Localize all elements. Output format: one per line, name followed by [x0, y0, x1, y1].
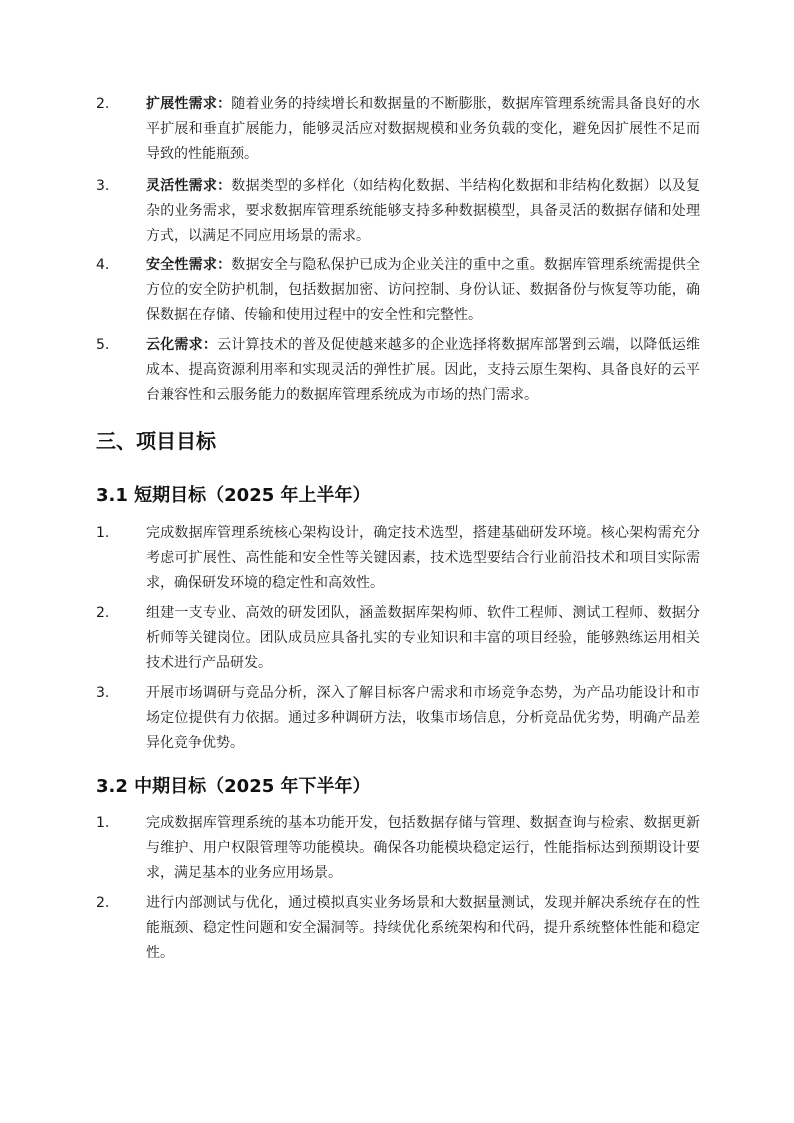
list-item-text [146, 174, 700, 249]
list-item [0, 174, 794, 249]
term-separator: ： [217, 96, 232, 112]
requirement-description: 数据类型的多样化（如结构化数据、半结构化数据和非结构化数据）以及复杂的业务需求，要求数据库管理系统能够支持多种数据模型，具备灵活的数据存储和处理方式，以满足不同应用场景的需求。 [146, 178, 701, 244]
requirement-term: 扩展性需求 [146, 96, 218, 112]
list-item-text [146, 333, 700, 408]
requirement-term: 云化需求 [146, 337, 203, 353]
term-separator: ： [217, 257, 232, 273]
list-number: 4. [96, 257, 110, 273]
list-number: 1. [96, 815, 110, 831]
list-item-text: 进行内部测试与优化，通过模拟真实业务场景和大数据量测试，发现并解决系统存在的性能瓶颈、稳定性问题和安全漏洞等。持续优化系统架构和代码，提升系统整体性能和稳定性。 [146, 895, 700, 961]
list-number: 2. [96, 895, 110, 911]
list-item [0, 521, 794, 596]
list-item [0, 92, 794, 167]
list-item [0, 333, 794, 408]
requirement-description: 数据安全与隐私保护已成为企业关注的重中之重。数据库管理系统需提供全方位的安全防护机制，包括数据加密、访问控制、身份认证、数据备份与恢复等功能，确保数据在存储、传输和使用过程中的安全性和完整性。 [146, 257, 701, 323]
list-number: 1. [96, 525, 110, 541]
list-item [0, 811, 794, 886]
subsection-title-mid-term: 3.2 中期目标（2025 年下半年） [96, 776, 371, 797]
list-item-text [146, 253, 700, 328]
term-separator: ： [202, 337, 218, 353]
list-number: 5. [96, 337, 110, 353]
requirement-description: 云计算技术的普及促使越来越多的企业选择将数据库部署到云端，以降低运维成本、提高资源利用率和实现灵活的弹性扩展。因此，支持云原生架构、具备良好的云平台兼容性和云服务能力的数据库管理系统成为市场的热门需求。 [146, 337, 701, 403]
list-item-text [146, 92, 700, 167]
list-item-text: 完成数据库管理系统的基本功能开发，包括数据存储与管理、数据查询与检索、数据更新与维护、用户权限管理等功能模块。确保各功能模块稳定运行，性能指标达到预期设计要求，满足基本的业务应用场景。 [146, 815, 700, 881]
list-number: 2. [96, 96, 110, 112]
requirement-term: 灵活性需求 [146, 178, 218, 194]
list-item-text: 完成数据库管理系统核心架构设计，确定技术选型，搭建基础研发环境。核心架构需充分考虑可扩展性、高性能和安全性等关键因素，技术选型要结合行业前沿技术和项目实际需求，确保研发环境的稳定性和高效性。 [146, 525, 700, 591]
list-item-text: 开展市场调研与竞品分析，深入了解目标客户需求和市场竞争态势，为产品功能设计和市场定位提供有力依据。通过多种调研方法，收集市场信息，分析竞品优劣势，明确产品差异化竞争优势。 [146, 685, 700, 751]
list-number: 3. [96, 178, 110, 194]
list-item [0, 681, 794, 756]
list-item [0, 891, 794, 966]
list-item-text: 组建一支专业、高效的研发团队，涵盖数据库架构师、软件工程师、测试工程师、数据分析师等关键岗位。团队成员应具备扎实的专业知识和丰富的项目经验，能够熟练运用相关技术进行产品研发。 [146, 605, 700, 671]
term-separator: ： [217, 178, 232, 194]
list-item [0, 601, 794, 676]
requirement-description: 随着业务的持续增长和数据量的不断膨胀，数据库管理系统需具备良好的水平扩展和垂直扩展能力，能够灵活应对数据规模和业务负载的变化，避免因扩展性不足而导致的性能瓶颈。 [146, 96, 701, 162]
list-number: 2. [96, 605, 110, 621]
list-item [0, 253, 794, 328]
list-number: 3. [96, 685, 110, 701]
requirement-term: 安全性需求 [146, 257, 218, 273]
subsection-title-short-term: 3.1 短期目标（2025 年上半年） [96, 485, 371, 506]
section-title: 三、项目目标 [96, 429, 216, 453]
